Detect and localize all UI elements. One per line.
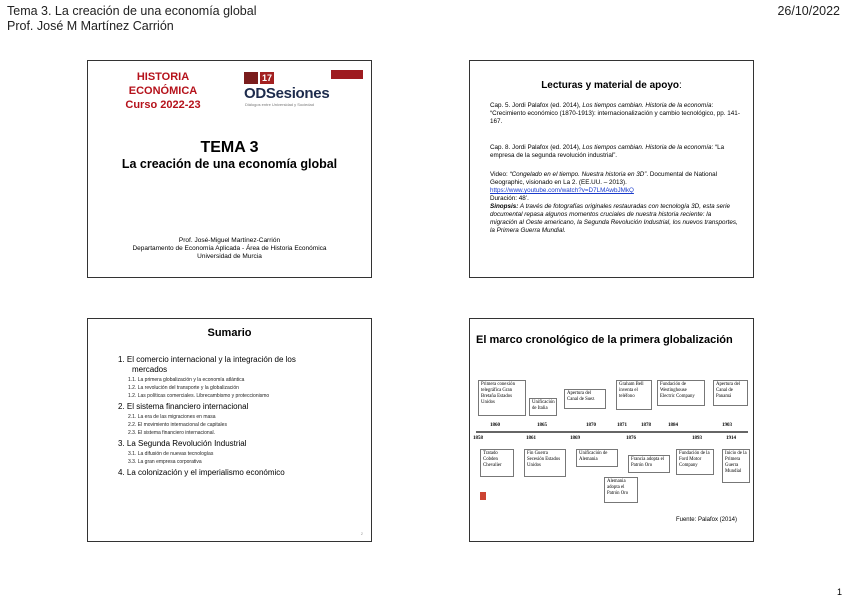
summary-sub: 2.2. El movimiento internacional de capitales: [128, 422, 227, 428]
course-year: Curso 2022-23: [125, 99, 201, 111]
year-label: 1858: [473, 436, 483, 441]
synopsis-text: A través de fotografías originales restauradas con tecnología 3D, esta serie documental repasa algunos momentos cruciales de nuestra historia reciente: la migración al Oeste americano, la Segunda Revolución Industrial, los nuevos transportes, la Primera Guerra Mundial.: [490, 203, 738, 234]
credit-university: Universidad de Murcia: [197, 253, 262, 260]
slide-2-readings: [469, 60, 754, 278]
summary-item-1: 1. El comercio internacional y la integración de los: [118, 355, 296, 364]
timeline-event: Inicio de la Primera Guerra Mundial: [722, 449, 750, 483]
page-number: 1: [836, 587, 842, 597]
reference-1: Cap. 5. Jordi Palafox (ed. 2014), Los tiempos cambian. Historia de la economía: “Crecimiento económico (1870-1913): internacionalización y cambio tecnológico, pp. 141-167.: [490, 102, 740, 125]
year-label: 1903: [722, 423, 732, 428]
summary-sub: 3.3. La gran empresa corporativa: [128, 459, 202, 465]
university-logo-icon: [331, 70, 363, 79]
year-label: 1893: [692, 436, 702, 441]
timeline-event: Tratado Cobden Chevalier: [480, 449, 514, 477]
timeline-event: Unificación de Italia: [529, 398, 557, 416]
summary-list: [118, 355, 296, 478]
video-duration: Duración: 48’.: [490, 195, 529, 202]
timeline-axis: [476, 431, 748, 433]
readings-title: Lecturas y material de apoyo:: [541, 80, 682, 91]
logo-number: 17: [261, 72, 272, 83]
timeline-event: Fundación de Westinghouse Electric Company: [657, 380, 705, 406]
timeline-event: Unificación de Alemania: [576, 449, 618, 467]
year-label: 1861: [526, 436, 536, 441]
document-date: 26/10/2022: [777, 4, 840, 18]
slide-page-number: 2: [360, 531, 363, 536]
year-label: 1884: [668, 423, 678, 428]
year-label: 1871: [617, 423, 627, 428]
year-label: 1865: [537, 423, 547, 428]
logo-name: ODSesiones: [244, 85, 330, 102]
timeline-event: Apertura del Canal de Suez: [564, 389, 606, 409]
document-author: Prof. José M Martínez Carrión: [7, 19, 174, 33]
year-label: 1914: [726, 436, 736, 441]
timeline-event: Fundación de la Ford Motor Company: [676, 449, 714, 475]
summary-item-3: 3. La Segunda Revolución Industrial: [118, 439, 247, 448]
year-label: 1870: [586, 423, 596, 428]
document-icon: [480, 492, 486, 500]
course-block: [108, 70, 218, 112]
timeline-event: Fin Guerra Secesión Estados Unidos: [524, 449, 566, 477]
course-title: HISTORIA ECONÓMICA: [128, 71, 198, 97]
summary-sub: 2.1. La era de las migraciones en masa: [128, 414, 216, 420]
timeline-event: Francia adopta el Patrón Oro: [628, 455, 670, 473]
slide-4-timeline: [469, 318, 754, 542]
summary-title: Sumario: [207, 327, 252, 339]
synopsis-label: Sinopsis:: [490, 203, 519, 210]
summary-sub: 1.2. Las políticas comerciales. Librecambismo y proteccionismo: [128, 393, 270, 399]
year-label: 1876: [626, 436, 636, 441]
credit-department: Departamento de Economía Aplicada - Área de Historia Económica: [132, 245, 327, 252]
slide-1-title: [87, 60, 372, 278]
timeline-event: Graham Bell inventa el teléfono: [616, 380, 652, 410]
summary-item-2: 2. El sistema financiero internacional: [118, 402, 249, 411]
reference-2: Cap. 8. Jordi Palafox (ed. 2014), Los tiempos cambian. Historia de la economía: “La empresa de la segunda revolución industrial”.: [490, 144, 725, 159]
timeline-event: Alemania adopta el Patrón Oro: [604, 477, 638, 503]
credits: [88, 237, 371, 261]
year-label: 1869: [570, 436, 580, 441]
summary-sub: 1.2. La revolución del transporte y la globalización: [128, 385, 239, 391]
slide-3-summary: [87, 318, 372, 542]
logo-subtitle: Diálogos entre Universidad y Sociedad: [245, 102, 314, 107]
source-note: Fuente: Palafox (2014): [675, 517, 737, 523]
summary-sub: 2.3. El sistema financiero internacional.: [128, 430, 215, 436]
tema-subtitle: La creación de una economía global: [121, 157, 338, 171]
timeline-event: Apertura del Canal de Panamá: [713, 380, 748, 406]
timeline-event: Primera conexión telegráfica Gran Bretaña Estados Unidos: [478, 380, 526, 416]
year-label: 1878: [641, 423, 651, 428]
document-title: Tema 3. La creación de una economía global: [7, 4, 257, 18]
credit-author: Prof. José-Miguel Martínez-Carrión: [178, 237, 281, 244]
video-reference: Video: “Congelado en el tiempo. Nuestra historia en 3D”. Documental de National Geographic, visionado en La 2. (EE.UU. – 2013). https://www.youtube.com/watch?v=D7LMAwbJMkQ Duración: 48’. Sinopsis: A través de fotografías originales restauradas con tecnología 3D, esta serie documental repasa algunos momentos cruciales de nuestra historia reciente: la migración al Oeste americano, la Segunda Revolución Industrial, los nuevos transportes, la Primera Guerra Mundial.: [490, 171, 738, 234]
document-header: [7, 4, 256, 34]
year-label: 1860: [490, 423, 500, 428]
timeline-title: El marco cronológico de la primera globalización: [476, 334, 733, 346]
summary-item-4: 4. La colonización y el imperialismo económico: [118, 468, 285, 477]
summary-sub: 1.1. La primera globalización y la economía atlántica: [128, 377, 245, 383]
summary-item-1-cont: mercados: [132, 365, 168, 374]
summary-sub: 3.1. La difusión de nuevas tecnologías: [128, 451, 214, 457]
video-link[interactable]: https://www.youtube.com/watch?v=D7LMAwbJMkQ: [490, 187, 634, 194]
tema-heading: TEMA 3: [200, 139, 259, 156]
